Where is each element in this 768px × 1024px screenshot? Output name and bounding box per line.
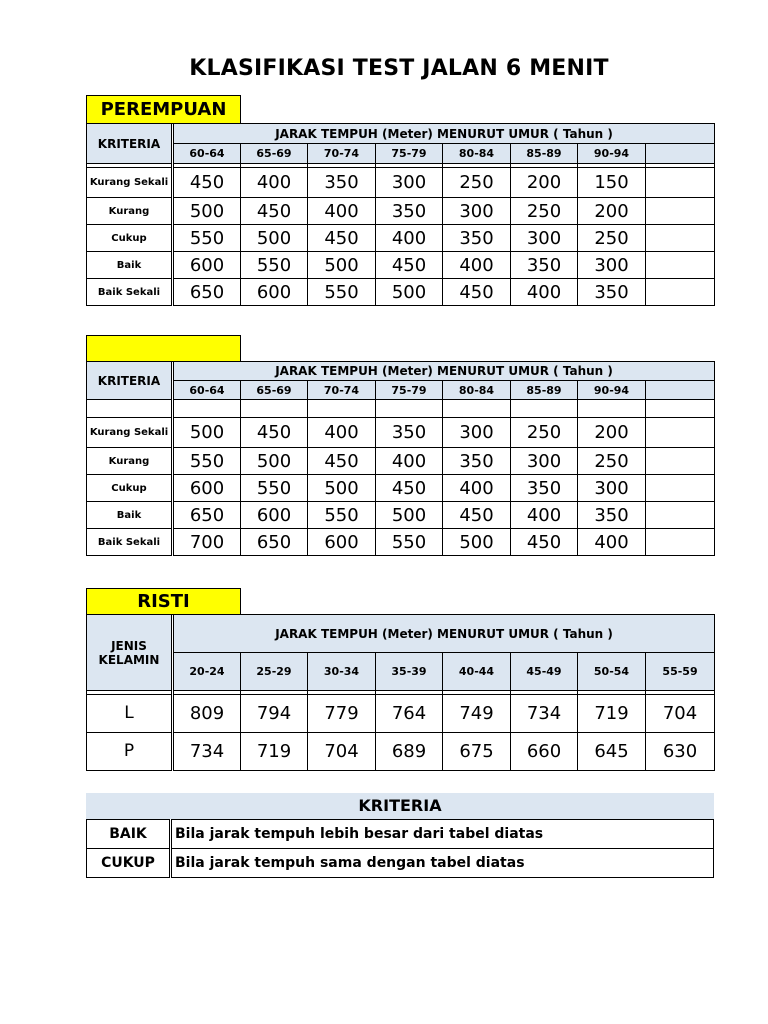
value-cell: 400 xyxy=(511,279,578,306)
kriteria-header: KRITERIA xyxy=(87,124,173,164)
value-cell: 300 xyxy=(376,168,443,198)
age-header: 85-89 xyxy=(511,144,578,164)
age-header: 80-84 xyxy=(443,381,511,400)
value-cell: 749 xyxy=(443,695,511,733)
value-cell: 600 xyxy=(241,279,308,306)
value-cell: 300 xyxy=(443,198,511,225)
row-label: Baik xyxy=(87,502,173,529)
empty-cell xyxy=(646,252,715,279)
age-header: 90-94 xyxy=(578,381,646,400)
value-cell: 764 xyxy=(376,695,443,733)
age-header: 35-39 xyxy=(376,653,443,691)
value-cell: 400 xyxy=(578,529,646,556)
page-title: KLASIFIKASI TEST JALAN 6 MENIT xyxy=(189,56,609,81)
value-cell: 450 xyxy=(241,418,308,448)
criteria-title: KRITERIA xyxy=(86,793,714,819)
value-cell: 734 xyxy=(511,695,578,733)
value-cell: 350 xyxy=(443,448,511,475)
value-cell: 250 xyxy=(511,418,578,448)
value-cell: 600 xyxy=(173,475,241,502)
value-cell: 779 xyxy=(308,695,376,733)
value-cell: 500 xyxy=(241,225,308,252)
table-row xyxy=(87,448,715,475)
row-label: Kurang Sekali xyxy=(87,168,173,198)
value-cell: 400 xyxy=(443,252,511,279)
age-header: 25-29 xyxy=(241,653,308,691)
age-header: 75-79 xyxy=(376,144,443,164)
value-cell: 450 xyxy=(443,502,511,529)
value-cell: 450 xyxy=(443,279,511,306)
empty-cell xyxy=(646,279,715,306)
value-cell: 550 xyxy=(173,225,241,252)
value-cell: 809 xyxy=(173,695,241,733)
value-cell: 500 xyxy=(241,448,308,475)
value-cell: 350 xyxy=(511,252,578,279)
age-header: 60-64 xyxy=(173,381,241,400)
value-cell: 550 xyxy=(173,448,241,475)
row-label: Cukup xyxy=(87,225,173,252)
value-cell: 450 xyxy=(241,198,308,225)
row-label: Kurang xyxy=(87,198,173,225)
value-cell: 400 xyxy=(443,475,511,502)
jenis-kelamin-header: JENIS KELAMIN xyxy=(87,615,173,691)
empty-cell xyxy=(646,418,715,448)
value-cell: 250 xyxy=(511,198,578,225)
value-cell: 450 xyxy=(376,475,443,502)
value-cell: 200 xyxy=(511,168,578,198)
value-cell: 400 xyxy=(308,418,376,448)
value-cell: 600 xyxy=(308,529,376,556)
distance-header: JARAK TEMPUH (Meter) MENURUT UMUR ( Tahun ) xyxy=(173,615,715,653)
row-label: L xyxy=(87,695,173,733)
age-header-empty xyxy=(646,381,715,400)
row-label: Kurang xyxy=(87,448,173,475)
criteria-row xyxy=(87,849,714,878)
value-cell: 734 xyxy=(173,733,241,771)
row-label: Baik xyxy=(87,252,173,279)
value-cell: 200 xyxy=(578,418,646,448)
value-cell: 450 xyxy=(308,448,376,475)
value-cell: 300 xyxy=(578,475,646,502)
value-cell: 675 xyxy=(443,733,511,771)
value-cell: 450 xyxy=(376,252,443,279)
value-cell: 600 xyxy=(241,502,308,529)
value-cell: 650 xyxy=(173,502,241,529)
value-cell: 400 xyxy=(308,198,376,225)
distance-header: JARAK TEMPUH (Meter) MENURUT UMUR ( Tahun ) xyxy=(173,124,715,144)
table-row xyxy=(87,475,715,502)
value-cell: 645 xyxy=(578,733,646,771)
value-cell: 500 xyxy=(173,198,241,225)
table-row xyxy=(87,418,715,448)
row-label: Baik Sekali xyxy=(87,279,173,306)
value-cell: 704 xyxy=(308,733,376,771)
value-cell: 350 xyxy=(443,225,511,252)
age-header: 75-79 xyxy=(376,381,443,400)
value-cell: 500 xyxy=(376,279,443,306)
value-cell: 689 xyxy=(376,733,443,771)
age-header-empty xyxy=(646,144,715,164)
value-cell: 550 xyxy=(376,529,443,556)
value-cell: 400 xyxy=(376,225,443,252)
value-cell: 200 xyxy=(578,198,646,225)
value-cell: 550 xyxy=(308,502,376,529)
value-cell: 630 xyxy=(646,733,715,771)
row-label: Baik Sekali xyxy=(87,529,173,556)
age-header: 85-89 xyxy=(511,381,578,400)
value-cell: 250 xyxy=(578,448,646,475)
empty-cell xyxy=(646,168,715,198)
age-header: 60-64 xyxy=(173,144,241,164)
age-header: 45-49 xyxy=(511,653,578,691)
value-cell: 250 xyxy=(443,168,511,198)
value-cell: 500 xyxy=(308,475,376,502)
value-cell: 794 xyxy=(241,695,308,733)
table-risti xyxy=(86,614,715,771)
age-header: 70-74 xyxy=(308,144,376,164)
value-cell: 700 xyxy=(173,529,241,556)
value-cell: 300 xyxy=(443,418,511,448)
value-cell: 500 xyxy=(443,529,511,556)
criteria-description: Bila jarak tempuh lebih besar dari tabel diatas xyxy=(171,820,714,849)
age-header: 20-24 xyxy=(173,653,241,691)
value-cell: 250 xyxy=(578,225,646,252)
criteria-label: CUKUP xyxy=(87,849,171,878)
distance-header: JARAK TEMPUH (Meter) MENURUT UMUR ( Tahun ) xyxy=(173,362,715,381)
value-cell: 150 xyxy=(578,168,646,198)
table-row xyxy=(87,529,715,556)
empty-cell xyxy=(646,225,715,252)
age-header: 30-34 xyxy=(308,653,376,691)
row-label: Kurang Sekali xyxy=(87,418,173,448)
value-cell: 719 xyxy=(241,733,308,771)
age-header: 70-74 xyxy=(308,381,376,400)
empty-row-label xyxy=(87,400,173,418)
table-perempuan xyxy=(86,123,715,306)
empty-cell xyxy=(646,529,715,556)
section-label-perempuan: PEREMPUAN xyxy=(86,95,241,124)
table-row xyxy=(87,225,715,252)
table-row xyxy=(87,168,715,198)
value-cell: 600 xyxy=(173,252,241,279)
value-cell: 704 xyxy=(646,695,715,733)
criteria-description: Bila jarak tempuh sama dengan tabel diatas xyxy=(171,849,714,878)
value-cell: 500 xyxy=(173,418,241,448)
empty-cell xyxy=(646,502,715,529)
age-header: 65-69 xyxy=(241,144,308,164)
row-label: P xyxy=(87,733,173,771)
value-cell: 550 xyxy=(308,279,376,306)
value-cell: 500 xyxy=(376,502,443,529)
criteria-label: BAIK xyxy=(87,820,171,849)
value-cell: 650 xyxy=(173,279,241,306)
value-cell: 300 xyxy=(511,448,578,475)
empty-cell xyxy=(646,448,715,475)
table-row xyxy=(87,695,715,733)
value-cell: 450 xyxy=(308,225,376,252)
section-label-blank xyxy=(86,335,241,362)
criteria-row xyxy=(87,820,714,849)
age-header: 40-44 xyxy=(443,653,511,691)
table-row xyxy=(87,733,715,771)
table-row xyxy=(87,198,715,225)
value-cell: 300 xyxy=(578,252,646,279)
table-section-2 xyxy=(86,361,715,556)
age-header: 50-54 xyxy=(578,653,646,691)
value-cell: 350 xyxy=(578,502,646,529)
value-cell: 350 xyxy=(578,279,646,306)
empty-cell xyxy=(646,475,715,502)
value-cell: 400 xyxy=(511,502,578,529)
table-row xyxy=(87,279,715,306)
section-label-risti: RISTI xyxy=(86,588,241,615)
value-cell: 550 xyxy=(241,252,308,279)
value-cell: 350 xyxy=(511,475,578,502)
value-cell: 719 xyxy=(578,695,646,733)
age-header: 55-59 xyxy=(646,653,715,691)
value-cell: 400 xyxy=(376,448,443,475)
value-cell: 400 xyxy=(241,168,308,198)
empty-cell xyxy=(646,198,715,225)
value-cell: 450 xyxy=(511,529,578,556)
kriteria-header: KRITERIA xyxy=(87,362,173,400)
age-header: 65-69 xyxy=(241,381,308,400)
value-cell: 450 xyxy=(173,168,241,198)
criteria-table xyxy=(86,819,714,878)
value-cell: 550 xyxy=(241,475,308,502)
age-header: 80-84 xyxy=(443,144,511,164)
value-cell: 300 xyxy=(511,225,578,252)
value-cell: 350 xyxy=(376,418,443,448)
row-label: Cukup xyxy=(87,475,173,502)
value-cell: 660 xyxy=(511,733,578,771)
table-row xyxy=(87,502,715,529)
value-cell: 350 xyxy=(376,198,443,225)
value-cell: 650 xyxy=(241,529,308,556)
table-row xyxy=(87,252,715,279)
value-cell: 350 xyxy=(308,168,376,198)
value-cell: 500 xyxy=(308,252,376,279)
age-header: 90-94 xyxy=(578,144,646,164)
